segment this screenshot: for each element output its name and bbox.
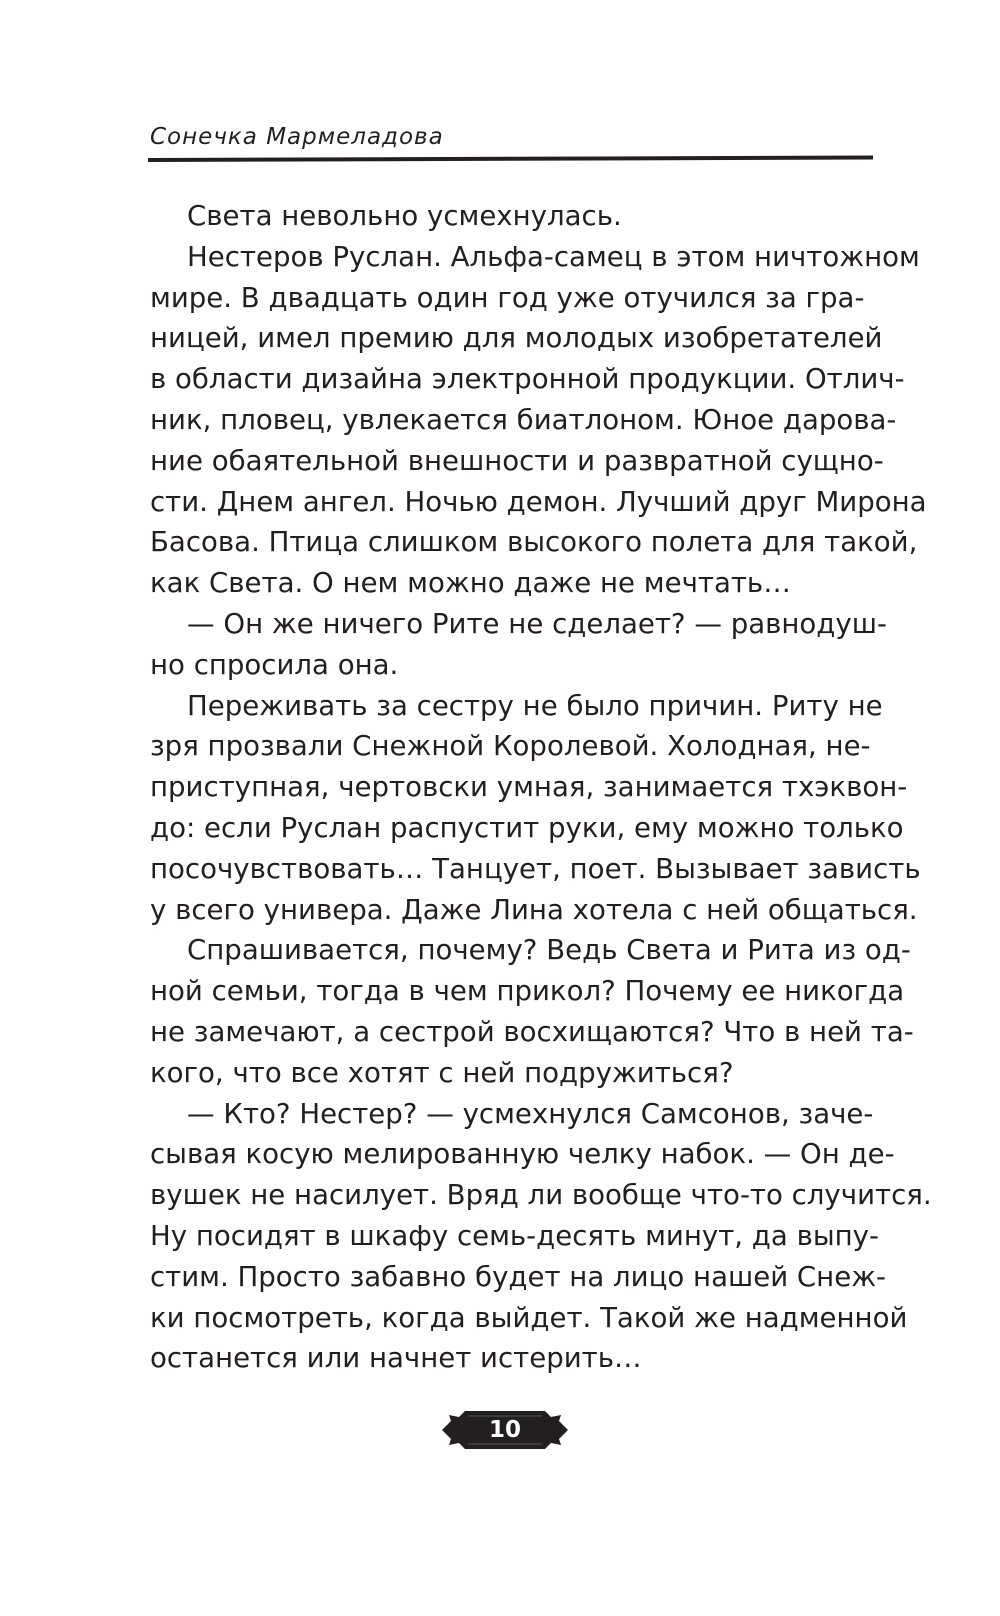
body-text [150, 196, 932, 1379]
body-line: до: если Руслан распустит руки, ему можно только [150, 810, 904, 844]
body-line: кого, что все хотят с ней подружиться? [150, 1055, 734, 1089]
body-line: ницей, имел премию для молодых изобретателей [150, 321, 883, 355]
body-line: сти. Днем ангел. Ночью демон. Лучший друг Мирона [150, 484, 927, 518]
body-line: посочувствовать… Танцует, поет. Вызывает зависть [150, 851, 921, 885]
body-line: — Он же ничего Рите не сделает? — равнодуш- [187, 606, 887, 640]
header-rule [148, 150, 873, 168]
body-line: сывая косую мелированную челку набок. — Он де- [150, 1137, 895, 1171]
page-number: 10 [488, 1417, 521, 1443]
body-line: приступная, чертовски умная, занимается тхэквон- [150, 770, 908, 804]
body-line: Басова. Птица слишком высокого полета для такой, [150, 525, 918, 559]
body-line: Переживать за сестру не было причин. Риту не [187, 688, 883, 722]
body-line: Спрашивается, почему? Ведь Света и Рита из од- [187, 933, 911, 967]
body-line: ник, пловец, увлекается биатлоном. Юное дарова- [150, 402, 897, 436]
running-head-title: Сонечка Мармеладова [150, 124, 444, 150]
body-line: вушек не насилует. Вряд ли вообще что-то случится. [150, 1178, 932, 1212]
body-line: ной семьи, тогда в чем прикол? Почему ее никогда [150, 974, 905, 1008]
page-number-badge [440, 1409, 570, 1451]
body-line: не замечают, а сестрой восхищаются? Что в ней та- [150, 1014, 914, 1048]
body-line: Нестеров Руслан. Альфа-самец в этом ничтожном [187, 239, 920, 273]
body-line: ние обаятельной внешности и развратной сущно- [150, 443, 884, 477]
body-line: ки посмотреть, когда выйдет. Такой же надменной [150, 1300, 908, 1334]
body-line: как Света. О нем можно даже не мечтать… [150, 566, 791, 600]
body-line: в области дизайна электронной продукции. Отлич- [150, 362, 905, 396]
body-line: но спросила она. [150, 647, 399, 681]
body-line: зря прозвали Снежной Королевой. Холодная, не- [150, 729, 871, 763]
body-line: Ну посидят в шкафу семь-десять минут, да выпу- [150, 1218, 879, 1252]
body-line: стим. Просто забавно будет на лицо нашей Снеж- [150, 1259, 887, 1293]
body-line: у всего универа. Даже Лина хотела с ней общаться. [150, 892, 918, 926]
body-line: — Кто? Нестер? — усмехнулся Самсонов, заче- [187, 1096, 874, 1130]
body-line: мире. В двадцать один год уже отучился за гра- [150, 280, 865, 314]
body-line: Света невольно усмехнулась. [187, 199, 622, 232]
body-line: останется или начнет истерить… [150, 1341, 642, 1375]
